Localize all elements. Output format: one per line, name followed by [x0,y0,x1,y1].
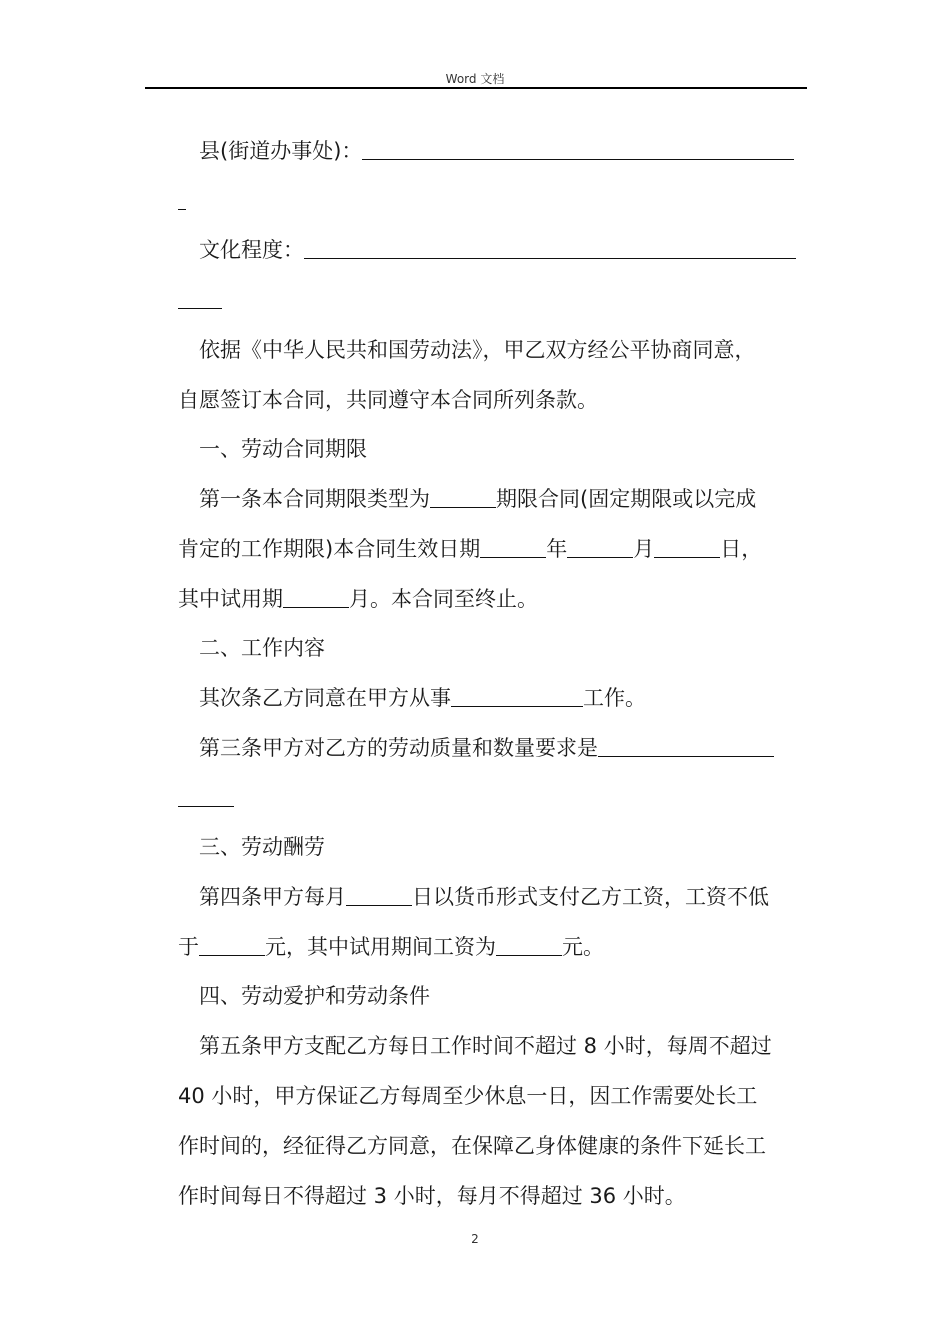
education-blank-continued [178,286,222,314]
section-2-title: 二、工作内容 [199,636,325,660]
county-blank-tail[interactable] [178,187,186,210]
article-4-line-2 [178,933,604,961]
article-1-text-a: 第一条本合同期限类型为 [199,487,430,511]
article-1-line-1 [199,485,756,513]
effective-day-blank[interactable] [654,535,720,558]
job-blank[interactable] [451,684,583,707]
article-4-text-e: 元。 [562,935,604,959]
article-2-text-b: 工作。 [583,686,646,710]
article-1-text-b: 期限合同(固定期限或以完成 [496,487,757,511]
education-blank-tail[interactable] [178,286,222,309]
county-label: 县(街道办事处)： [199,139,363,163]
pay-day-blank[interactable] [346,883,412,906]
contract-type-blank[interactable] [430,485,496,508]
article-1-text-e: 月。本合同至终止。 [349,587,538,611]
article-4-text-a: 第四条甲方每月 [199,885,346,909]
education-label: 文化程度： [199,238,304,262]
intro-line-2: 自愿签订本合同，共同遵守本合同所列条款。 [178,388,598,412]
intro-line-1: 依据《中华人民共和国劳动法》，甲乙双方经公平协商同意， [199,338,756,362]
section-1-title: 一、劳动合同期限 [199,437,367,461]
article-4-line-1 [199,883,769,911]
page-header-title: Word 文档 [445,72,505,86]
month-label: 月 [633,537,655,561]
article-4-text-c: 于 [178,935,199,959]
article-1-text-c: 肯定的工作期限)本合同生效日期 [178,537,481,561]
article-2-line [199,684,646,712]
education-line [199,236,796,264]
effective-month-blank[interactable] [567,535,633,558]
article-1-line-2 [178,535,762,563]
year-label: 年 [546,537,568,561]
header-divider [145,87,807,89]
section-3-title: 三、劳动酬劳 [199,835,325,859]
min-wage-blank[interactable] [199,933,265,956]
page-number: 2 [471,1232,479,1246]
section-4-title: 四、劳动爱护和劳动条件 [199,984,430,1008]
quality-requirement-blank-tail[interactable] [178,784,234,807]
article-4-text-b: 日以货币形式支付乙方工资，工资不低 [412,885,769,909]
article-2-text-a: 其次条乙方同意在甲方从事 [199,686,451,710]
article-1-line-3 [178,585,538,613]
quality-requirement-blank[interactable] [598,734,774,757]
probation-wage-blank[interactable] [496,933,562,956]
county-blank-continued [178,187,186,215]
article-5-line-1: 第五条甲方支配乙方每日工作时间不超过 8 小时，每周不超过 [199,1034,772,1058]
article-3-blank-continued [178,784,234,812]
article-5-line-4: 作时间每日不得超过 3 小时，每月不得超过 36 小时。 [178,1184,686,1208]
county-line [199,137,794,165]
county-blank[interactable] [362,137,794,160]
day-label: 日， [720,537,763,561]
article-1-text-d: 其中试用期 [178,587,283,611]
article-3-text: 第三条甲方对乙方的劳动质量和数量要求是 [199,736,598,760]
article-3-line [199,734,774,762]
education-blank[interactable] [304,236,796,259]
effective-year-blank[interactable] [480,535,546,558]
article-5-line-3: 作时间的，经征得乙方同意，在保障乙身体健康的条件下延长工 [178,1134,766,1158]
article-4-text-d: 元，其中试用期间工资为 [265,935,496,959]
article-5-line-2: 40 小时，甲方保证乙方每周至少休息一日，因工作需要处长工 [178,1084,758,1108]
probation-months-blank[interactable] [283,585,349,608]
